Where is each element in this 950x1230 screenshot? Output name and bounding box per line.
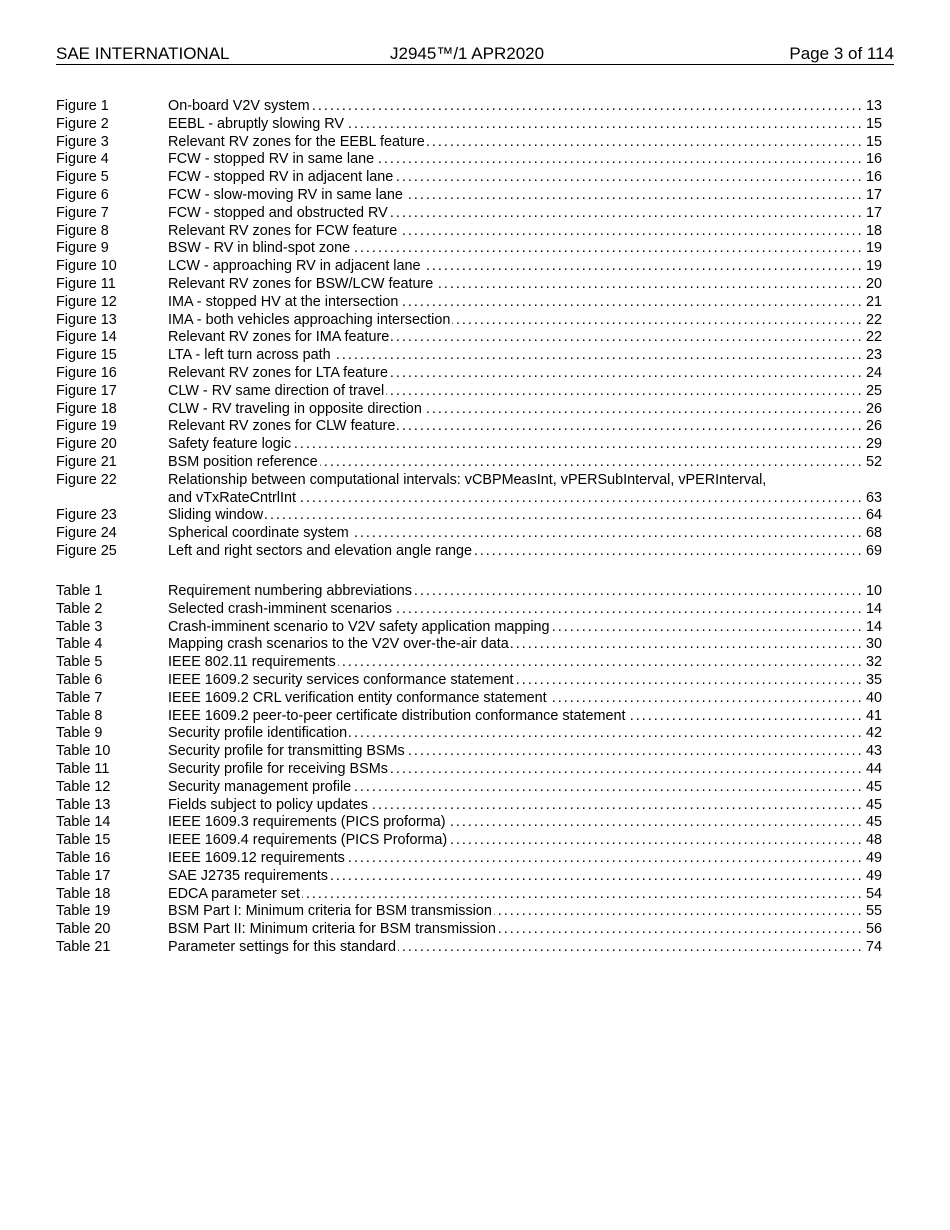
figure-entry[interactable] bbox=[56, 365, 882, 383]
entry-title: BSW - RV in blind-spot zone bbox=[168, 240, 351, 257]
entry-page-number: 45 bbox=[865, 814, 882, 831]
entry-label: Figure 14 bbox=[56, 329, 117, 346]
entry-page-number: 54 bbox=[865, 885, 882, 902]
entry-title: Crash-imminent scenario to V2V safety application mapping bbox=[168, 618, 550, 635]
entry-title: IEEE 1609.4 requirements (PICS Proforma) bbox=[168, 832, 448, 849]
entry-title: CLW - RV same direction of travel bbox=[168, 382, 385, 399]
entry-label: Table 13 bbox=[56, 796, 111, 813]
entry-title: IEEE 1609.2 security services conformance statement bbox=[168, 671, 514, 688]
entry-label: Figure 18 bbox=[56, 400, 117, 417]
table-entry[interactable] bbox=[56, 743, 882, 761]
entry-body bbox=[168, 619, 882, 637]
entry-page-number: 23 bbox=[865, 347, 882, 364]
figure-entry[interactable] bbox=[56, 543, 882, 561]
table-entry[interactable] bbox=[56, 921, 882, 939]
entry-label: Figure 20 bbox=[56, 436, 117, 453]
entry-body bbox=[168, 725, 882, 743]
entry-body bbox=[168, 329, 882, 347]
entry-label: Table 8 bbox=[56, 707, 103, 724]
entry-title: LTA - left turn across path bbox=[168, 347, 331, 364]
entry-body bbox=[168, 814, 882, 832]
entry-title: Spherical coordinate system bbox=[168, 525, 349, 542]
entry-page-number: 49 bbox=[865, 867, 882, 884]
list-of-tables bbox=[56, 583, 882, 957]
entry-label: Table 18 bbox=[56, 885, 111, 902]
figure-entry[interactable] bbox=[56, 205, 882, 223]
entry-title: IMA - stopped HV at the intersection bbox=[168, 293, 399, 310]
entry-body bbox=[168, 436, 882, 454]
entry-body bbox=[168, 743, 882, 761]
entry-body bbox=[168, 187, 882, 205]
entry-label: Figure 6 bbox=[56, 186, 109, 203]
entry-label: Table 21 bbox=[56, 938, 111, 955]
entry-body bbox=[168, 294, 882, 312]
entry-title: Mapping crash scenarios to the V2V over-the-air data bbox=[168, 636, 509, 653]
entry-title: IEEE 1609.2 CRL verification entity conformance statement bbox=[168, 689, 547, 706]
entry-body bbox=[168, 868, 882, 886]
entry-page-number: 17 bbox=[865, 204, 882, 221]
entry-title: IEEE 802.11 requirements bbox=[168, 654, 336, 671]
figure-entry[interactable] bbox=[56, 116, 882, 134]
figure-entry[interactable] bbox=[56, 436, 882, 454]
entry-body bbox=[168, 543, 882, 561]
entry-page-number: 40 bbox=[865, 689, 882, 706]
entry-body bbox=[168, 312, 882, 330]
entry-label: Figure 5 bbox=[56, 169, 109, 186]
figure-entry[interactable] bbox=[56, 525, 882, 543]
entry-title: Relevant RV zones for LTA feature bbox=[168, 364, 388, 381]
entry-body bbox=[168, 636, 882, 654]
entry-title: Requirement numbering abbreviations bbox=[168, 583, 412, 599]
entry-page-number: 69 bbox=[865, 542, 882, 559]
entry-title: BSM Part II: Minimum criteria for BSM transmission bbox=[168, 921, 496, 938]
entry-label: Table 10 bbox=[56, 743, 111, 760]
entry-page-number: 44 bbox=[865, 760, 882, 777]
figure-entry[interactable] bbox=[56, 454, 882, 472]
entry-title: CLW - RV traveling in opposite direction bbox=[168, 400, 422, 417]
entry-label: Table 14 bbox=[56, 814, 111, 831]
entry-label: Table 1 bbox=[56, 583, 103, 599]
entry-page-number: 10 bbox=[865, 583, 882, 599]
figure-entry[interactable] bbox=[56, 240, 882, 258]
entry-page-number: 30 bbox=[865, 636, 882, 653]
entry-title: FCW - stopped and obstructed RV bbox=[168, 204, 388, 221]
entry-body bbox=[168, 601, 882, 619]
entry-label: Figure 8 bbox=[56, 222, 109, 239]
entry-title: IEEE 1609.12 requirements bbox=[168, 849, 345, 866]
entry-body bbox=[168, 116, 882, 134]
entry-body bbox=[168, 223, 882, 241]
entry-body bbox=[168, 98, 882, 116]
table-entry[interactable] bbox=[56, 583, 882, 601]
entry-body bbox=[168, 850, 882, 868]
entry-page-number: 15 bbox=[865, 133, 882, 150]
entry-page-number: 43 bbox=[865, 743, 882, 760]
entry-page-number: 22 bbox=[865, 329, 882, 346]
entry-page-number: 55 bbox=[865, 903, 882, 920]
entry-page-number: 63 bbox=[865, 489, 882, 506]
entry-title: LCW - approaching RV in adjacent lane bbox=[168, 258, 421, 275]
entry-body bbox=[168, 779, 882, 797]
table-entry[interactable] bbox=[56, 636, 882, 654]
entry-body bbox=[168, 886, 882, 904]
list-of-figures bbox=[56, 98, 882, 561]
entry-title: Security profile for receiving BSMs bbox=[168, 760, 388, 777]
figure-entry[interactable] bbox=[56, 169, 882, 187]
entry-page-number: 21 bbox=[865, 293, 882, 310]
entry-body bbox=[168, 276, 882, 294]
entry-page-number: 26 bbox=[865, 418, 882, 435]
entry-page-number: 29 bbox=[865, 436, 882, 453]
entry-title: Left and right sectors and elevation angle range bbox=[168, 542, 473, 559]
figure-entry[interactable] bbox=[56, 294, 882, 312]
header-organization: SAE INTERNATIONAL bbox=[56, 44, 230, 63]
entry-title: Parameter settings for this standard bbox=[168, 938, 396, 955]
entry-label: Figure 9 bbox=[56, 240, 109, 257]
entry-page-number: 45 bbox=[865, 778, 882, 795]
figure-entry[interactable] bbox=[56, 134, 882, 152]
entry-body bbox=[168, 454, 882, 472]
entry-title: Relevant RV zones for IMA feature bbox=[168, 329, 390, 346]
entry-label: Figure 17 bbox=[56, 382, 117, 399]
entry-body bbox=[168, 583, 882, 601]
entry-page-number: 48 bbox=[865, 832, 882, 849]
entry-page-number: 25 bbox=[865, 382, 882, 399]
entry-body bbox=[168, 347, 882, 365]
entry-page-number: 14 bbox=[865, 600, 882, 617]
entry-page-number: 52 bbox=[865, 453, 882, 470]
entry-label: Table 17 bbox=[56, 867, 111, 884]
entry-page-number: 45 bbox=[865, 796, 882, 813]
figure-entry[interactable] bbox=[56, 347, 882, 365]
entry-body bbox=[168, 401, 882, 419]
entry-title: Security profile identification bbox=[168, 725, 348, 742]
figure-entry[interactable] bbox=[56, 258, 882, 276]
entry-title: Security profile for transmitting BSMs bbox=[168, 743, 405, 760]
entry-body bbox=[168, 690, 882, 708]
figure-entry[interactable] bbox=[56, 187, 882, 205]
entry-body bbox=[168, 205, 882, 223]
entry-title: FCW - stopped RV in adjacent lane bbox=[168, 169, 394, 186]
entry-body bbox=[168, 903, 882, 921]
entry-page-number: 19 bbox=[865, 240, 882, 257]
entry-page-number: 16 bbox=[865, 169, 882, 186]
entry-title: Security management profile bbox=[168, 778, 352, 795]
entry-label: Table 5 bbox=[56, 654, 103, 671]
entry-body bbox=[168, 525, 882, 543]
entry-title: EEBL - abruptly slowing RV bbox=[168, 115, 344, 132]
table-entry[interactable] bbox=[56, 797, 882, 815]
table-entry[interactable] bbox=[56, 725, 882, 743]
figure-entry[interactable] bbox=[56, 472, 882, 508]
entry-title-line2: and vTxRateCntrlInt bbox=[168, 489, 296, 506]
table-entry[interactable] bbox=[56, 903, 882, 921]
entry-title: FCW - stopped RV in same lane bbox=[168, 151, 375, 168]
entry-title: Safety feature logic bbox=[168, 436, 292, 453]
figure-entry[interactable] bbox=[56, 418, 882, 436]
table-entry[interactable] bbox=[56, 832, 882, 850]
entry-page-number: 16 bbox=[865, 151, 882, 168]
figure-entry[interactable] bbox=[56, 98, 882, 116]
entry-label: Table 20 bbox=[56, 921, 111, 938]
entry-title: Relevant RV zones for FCW feature bbox=[168, 222, 398, 239]
entry-body bbox=[168, 761, 882, 779]
entry-title: Relevant RV zones for CLW feature bbox=[168, 418, 396, 435]
entry-body bbox=[168, 939, 882, 957]
entry-body bbox=[168, 151, 882, 169]
entry-body bbox=[168, 418, 882, 436]
header-document-id: J2945™/1 APR2020 bbox=[390, 44, 545, 63]
page-header bbox=[56, 44, 894, 65]
figure-entry[interactable] bbox=[56, 401, 882, 419]
entry-title: IEEE 1609.3 requirements (PICS proforma) bbox=[168, 814, 446, 831]
entry-label: Figure 4 bbox=[56, 151, 109, 168]
entry-title: BSM position reference bbox=[168, 453, 318, 470]
entry-label: Figure 15 bbox=[56, 347, 117, 364]
table-entry[interactable] bbox=[56, 761, 882, 779]
table-entry[interactable] bbox=[56, 850, 882, 868]
entry-page-number: 56 bbox=[865, 921, 882, 938]
entry-page-number: 32 bbox=[865, 654, 882, 671]
entry-title: BSM Part I: Minimum criteria for BSM transmission bbox=[168, 903, 492, 920]
entry-title: Relevant RV zones for BSW/LCW feature bbox=[168, 275, 434, 292]
entry-label: Figure 7 bbox=[56, 204, 109, 221]
entry-label: Figure 23 bbox=[56, 507, 117, 524]
entry-body bbox=[168, 797, 882, 815]
header-page-number: Page 3 of 114 bbox=[789, 44, 894, 63]
entry-label: Figure 2 bbox=[56, 115, 109, 132]
entry-title: Relationship between computational intervals: vCBPMeasInt, vPERSubInterval, vPERInterval, bbox=[168, 471, 767, 488]
figure-entry[interactable] bbox=[56, 223, 882, 241]
entry-label: Figure 10 bbox=[56, 258, 117, 275]
table-entry[interactable] bbox=[56, 654, 882, 672]
entry-body bbox=[168, 507, 882, 525]
figure-entry[interactable] bbox=[56, 383, 882, 401]
entry-title: Relevant RV zones for the EEBL feature bbox=[168, 133, 425, 150]
entry-label: Figure 21 bbox=[56, 453, 117, 470]
entry-label: Figure 19 bbox=[56, 418, 117, 435]
entry-label: Figure 16 bbox=[56, 364, 117, 381]
entry-label: Table 6 bbox=[56, 671, 103, 688]
entry-title: IMA - both vehicles approaching intersection bbox=[168, 311, 451, 328]
figure-entry[interactable] bbox=[56, 329, 882, 347]
entry-title: FCW - slow-moving RV in same lane bbox=[168, 186, 403, 203]
entry-body bbox=[168, 258, 882, 276]
entry-page-number: 13 bbox=[865, 98, 882, 114]
entry-title: Selected crash-imminent scenarios bbox=[168, 600, 392, 617]
table-entry[interactable] bbox=[56, 814, 882, 832]
entry-body bbox=[168, 832, 882, 850]
entry-page-number: 74 bbox=[865, 938, 882, 955]
entry-body bbox=[168, 672, 882, 690]
entry-label: Table 7 bbox=[56, 689, 103, 706]
figure-entry[interactable] bbox=[56, 151, 882, 169]
table-entry[interactable] bbox=[56, 886, 882, 904]
entry-label: Figure 11 bbox=[56, 275, 116, 292]
entry-page-number: 41 bbox=[865, 707, 882, 724]
entry-label: Table 9 bbox=[56, 725, 103, 742]
entry-page-number: 15 bbox=[865, 115, 882, 132]
entry-page-number: 42 bbox=[865, 725, 882, 742]
entry-page-number: 24 bbox=[865, 364, 882, 381]
entry-title-continuation bbox=[168, 490, 882, 508]
entry-label: Figure 24 bbox=[56, 525, 117, 542]
entry-label: Table 3 bbox=[56, 618, 103, 635]
table-entry[interactable] bbox=[56, 708, 882, 726]
entry-body bbox=[168, 654, 882, 672]
entry-page-number: 49 bbox=[865, 849, 882, 866]
entry-body bbox=[168, 708, 882, 726]
entry-body bbox=[168, 134, 882, 152]
entry-label: Figure 3 bbox=[56, 133, 109, 150]
entry-body bbox=[168, 383, 882, 401]
entry-body bbox=[168, 169, 882, 187]
figure-entry[interactable] bbox=[56, 507, 882, 525]
entry-body bbox=[168, 365, 882, 383]
entry-page-number: 20 bbox=[865, 275, 882, 292]
entry-title: SAE J2735 requirements bbox=[168, 867, 328, 884]
entry-title: Fields subject to policy updates bbox=[168, 796, 368, 813]
entry-page-number: 14 bbox=[865, 618, 882, 635]
entry-label: Figure 13 bbox=[56, 311, 117, 328]
entry-title: EDCA parameter set bbox=[168, 885, 300, 902]
entry-body bbox=[168, 921, 882, 939]
entry-label: Table 19 bbox=[56, 903, 111, 920]
figure-entry[interactable] bbox=[56, 312, 882, 330]
figure-entry[interactable] bbox=[56, 276, 882, 294]
entry-label: Figure 12 bbox=[56, 293, 117, 310]
entry-label: Table 11 bbox=[56, 760, 110, 777]
dot-leader bbox=[168, 507, 882, 525]
entry-page-number: 64 bbox=[865, 507, 882, 524]
entry-label: Figure 25 bbox=[56, 542, 117, 559]
entry-page-number: 22 bbox=[865, 311, 882, 328]
entry-page-number: 18 bbox=[865, 222, 882, 239]
entry-page-number: 17 bbox=[865, 186, 882, 203]
table-entry[interactable] bbox=[56, 619, 882, 637]
entry-label: Table 4 bbox=[56, 636, 103, 653]
entry-title: On-board V2V system bbox=[168, 98, 310, 114]
entry-label: Table 15 bbox=[56, 832, 111, 849]
entry-body bbox=[168, 472, 882, 508]
entry-page-number: 35 bbox=[865, 671, 882, 688]
entry-label: Table 16 bbox=[56, 849, 111, 866]
entry-label: Table 12 bbox=[56, 778, 111, 795]
table-entry[interactable] bbox=[56, 868, 882, 886]
entry-page-number: 68 bbox=[865, 525, 882, 542]
table-entry[interactable] bbox=[56, 779, 882, 797]
entry-page-number: 19 bbox=[865, 258, 882, 275]
entry-body bbox=[168, 240, 882, 258]
entry-label: Figure 1 bbox=[56, 98, 109, 114]
entry-page-number: 26 bbox=[865, 400, 882, 417]
entry-title: IEEE 1609.2 peer-to-peer certificate distribution conformance statement bbox=[168, 707, 626, 724]
table-entry[interactable] bbox=[56, 690, 882, 708]
table-entry[interactable] bbox=[56, 672, 882, 690]
entry-label: Table 2 bbox=[56, 600, 103, 617]
entry-title: Sliding window bbox=[168, 507, 264, 524]
table-entry[interactable] bbox=[56, 939, 882, 957]
table-entry[interactable] bbox=[56, 601, 882, 619]
entry-label: Figure 22 bbox=[56, 471, 117, 488]
